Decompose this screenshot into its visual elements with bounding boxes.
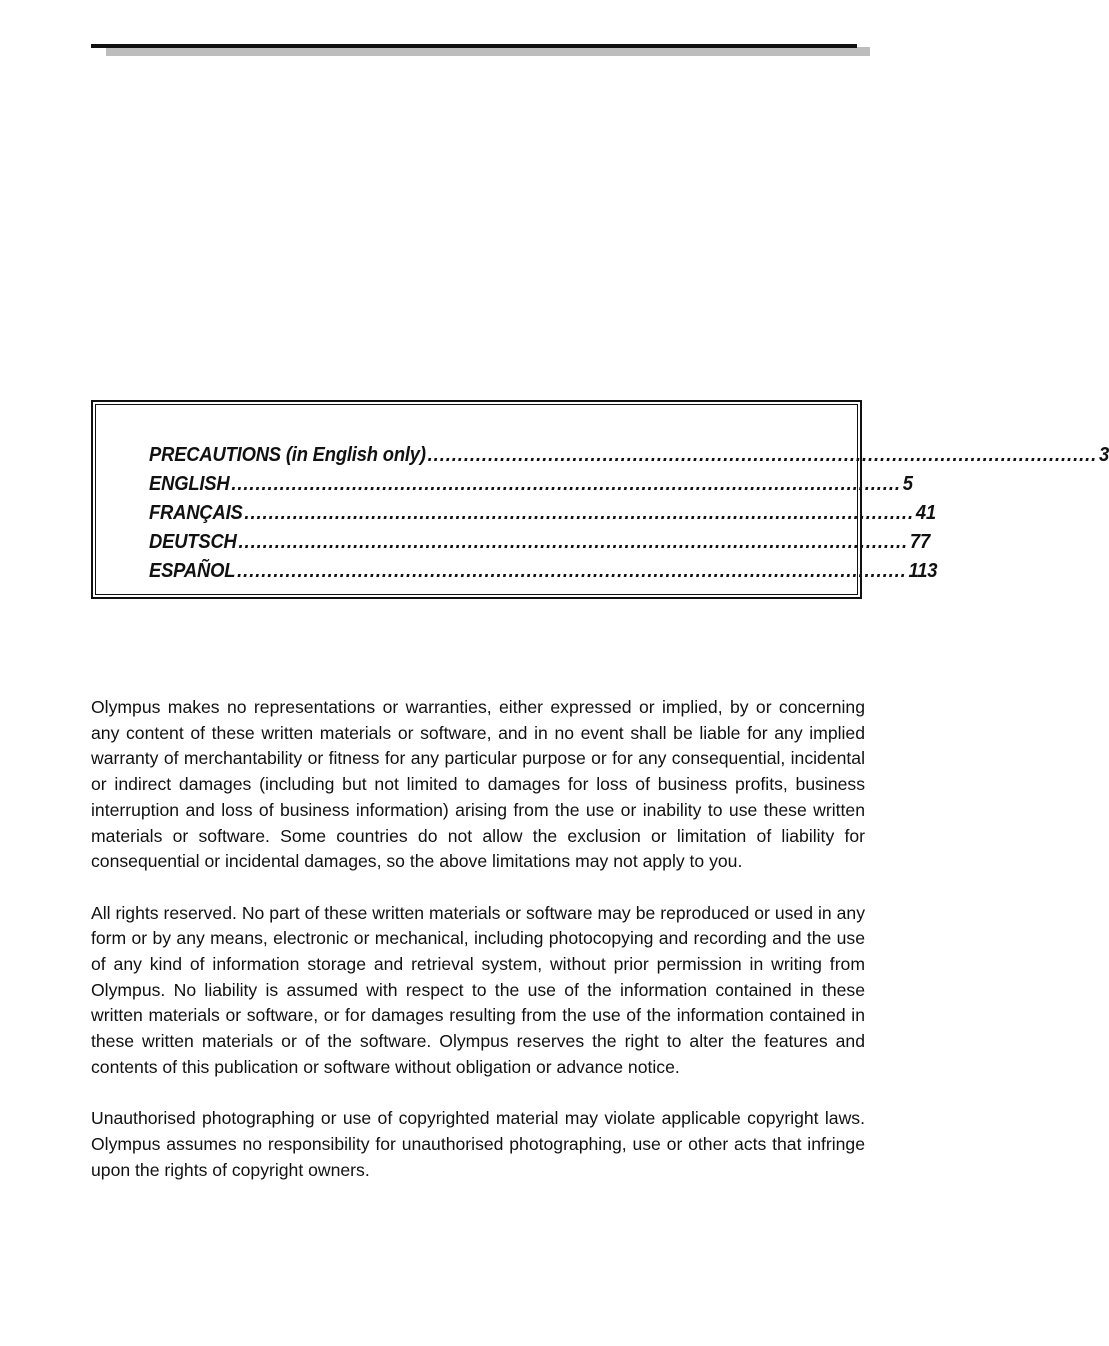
header-rule-shadow [106,47,870,56]
toc-entry-label: PRECAUTIONS (in English only) [149,444,426,466]
table-of-contents [91,400,1109,599]
toc-entry-page: 41 [915,502,936,524]
toc-entry-label: FRANÇAIS [149,502,243,524]
toc-entry-francais[interactable] [149,502,936,531]
disclaimer-warranty-paragraph: Olympus makes no representations or warranties, either expressed or implied, by or concerning any content of these written materials or software, and in no event shall be liable for any implied warranty of merchantability or fitness for any particular purpose or for any consequential, incidental or indirect damages (including but not limited to damages for loss of business profits, business interruption and loss of business information) arising from the use or inability to use these written materials or software. Some countries do not allow the exclusion or limitation of liability for consequential or incidental damages, so the above limitations may not apply to you. [91,697,865,872]
toc-entry-page: 113 [908,560,938,582]
toc-leader-dots: ............................................................................................................... [427,444,1098,466]
toc-entry-deutsch[interactable] [149,531,931,560]
header-rule [91,44,857,48]
toc-entry-page: 77 [909,531,931,553]
toc-leader-dots: ............................................................................................................... [244,502,915,524]
toc-entry-espanol[interactable] [149,560,938,589]
toc-leader-dots: ............................................................................................................... [238,531,909,553]
toc-entry-english[interactable] [149,473,913,502]
toc-entry-label: ESPAÑOL [149,560,236,582]
toc-leader-dots: ............................................................................................................... [231,473,901,495]
legal-disclaimer [91,695,865,1209]
toc-entry-page: 5 [902,473,913,495]
toc-entry-page: 3 [1099,444,1109,466]
toc-leader-dots: ............................................................................................................... [237,560,907,582]
toc-entry-label: DEUTSCH [149,531,237,553]
disclaimer-rights-paragraph: All rights reserved. No part of these written materials or software may be reproduced or used in any form or by any means, electronic or mechanical, including photocopying and recording and the use of any kind of information storage and retrieval system, without prior permission in writing from Olympus. No liability is assumed with respect to the use of the information contained in these written materials or software, or for damages resulting from the use of the information contained in these written materials or of the software. Olympus reserves the right to alter the features and contents of this publication or software without obligation or advance notice. [91,902,865,1077]
toc-entry-label: ENGLISH [149,473,230,495]
toc-list [149,444,1109,589]
toc-entry-precautions[interactable] [149,444,1109,473]
disclaimer-copyright-paragraph: Unauthorised photographing or use of copyrighted material may violate applicable copyright laws. Olympus assumes no responsibility for unauthorised photographing, use or other acts that infringe upon the rights of copyright owners. [91,1108,865,1180]
